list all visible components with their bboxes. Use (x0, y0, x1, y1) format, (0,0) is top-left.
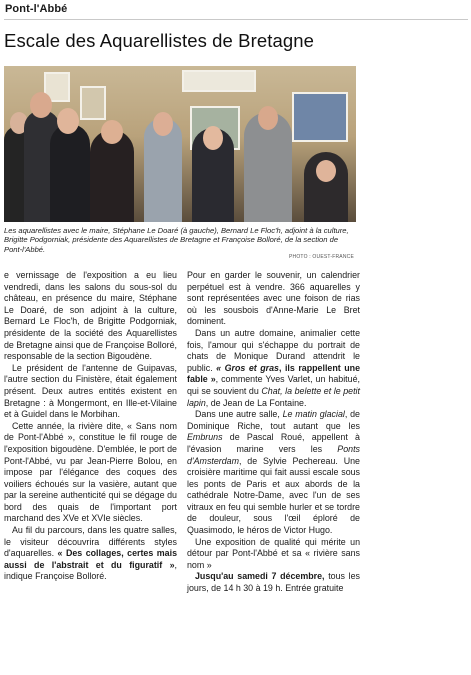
artwork-title: Ponts d'Amsterdam (187, 443, 360, 466)
paragraph (4, 525, 177, 583)
article-column-1 (4, 270, 177, 583)
person-head (203, 126, 223, 150)
text-run: , indique Françoise Bolloré. (4, 559, 177, 582)
text-run: , de Dominique Riche, tout autant que les (187, 409, 360, 431)
paragraph (187, 409, 360, 537)
photo-caption: Les aquarellistes avec le maire, Stéphane Le Doaré (à gauche), Bernard Le Floc'h, adjoint à la culture, Brigitte Podgorniak, présidente des Aquarellistes de Bretagne et Françoise Bolloré, de la section de Pont-l'Abbé. (4, 226, 349, 254)
header-divider (4, 19, 468, 20)
text-run: , de Jean de La Fontaine. (205, 397, 307, 408)
text-run: tous les jours, de 14 h 30 à 19 h. Entrée gratuite (187, 571, 360, 594)
text-run: , commente Yves Varlet, un habitué, qui se souvient du (187, 374, 360, 396)
person-head (101, 120, 123, 144)
photo-credit: PHOTO : OUEST-FRANCE (288, 254, 354, 260)
text-run: , de Sylvie Pechereau. Une croisière maritime qui fait aussi escale sous les ponts de Paris et aux abords de la cathédrale Notre-Dame, avec l'un de ses vitraux en feu qui semble hurler et se tordre de douleur, sous l'œil éploré de Quasimodo, le héros de Victor Hugo. (187, 455, 360, 536)
article-column-2 (187, 270, 360, 595)
person-head (57, 108, 79, 134)
section-label: Pont-l'Abbé (5, 3, 68, 15)
quote-bold-italic: « Gros et gras (216, 362, 279, 373)
paragraph (187, 328, 360, 409)
artwork-title: Chat, la belette et le petit lapin (187, 385, 360, 408)
paragraph: Cette année, la rivière dite, « Sans nom de Pont-l'Abbé », constitue le fil rouge de l'exposition bigoudène. D'emblée, le port de Pont-l'Abbé, vu par Jean-Pierre Bolou, en impose par l'élégance des coques des voiliers échoués sur la vasière, autant que par la sereine authenticité qui se dégage du bord des quais de l'important port marchand des XVe et XVIe siècles. (4, 420, 177, 524)
person-head (316, 160, 336, 182)
painting-frame (182, 70, 256, 92)
article-headline: Escale des Aquarellistes de Bretagne (4, 30, 315, 51)
person (50, 124, 90, 222)
painting-frame (80, 86, 106, 120)
text-run: Dans un autre domaine, animalier cette fois, l'amour qui s'échappe du portrait de chats de Monique Durand attendrit le public. (187, 327, 360, 373)
artwork-title: Embruns (187, 432, 223, 443)
painting-frame (292, 92, 348, 142)
paragraph: Une exposition de qualité qui mérite un détour par Pont-l'Abbé et sa « rivière sans nom » (187, 536, 360, 570)
quote-bold: « Des collages, certes mais aussi de l'abstrait et du figuratif » (4, 548, 178, 570)
quote-bold: , ils rappellent une fable » (187, 362, 361, 385)
text-run: Dans une autre salle, (195, 409, 283, 420)
text-run: Au fil du parcours, dans les quatre salles, le visiteur découvrira différents styles d'aquarelles. (4, 525, 177, 559)
artwork-title: Le matin glacial (282, 409, 345, 420)
person-head (153, 112, 173, 136)
person-head (258, 106, 278, 130)
paragraph: e vernissage de l'exposition a eu lieu vendredi, dans les salons du sous-sol du château, en présence du maire, Stéphane Le Doaré, de son adjoint à la culture, Bernard Le Floc'h, de Brigitte Podgorniak, présidente de la société des Aquarellistes de Bretagne ainsi que de Françoise Bolloré, responsable de la section Bigoudène. (4, 270, 177, 362)
event-dates: Jusqu'au samedi 7 décembre, (195, 571, 325, 582)
paragraph (187, 571, 360, 594)
text-run: de Pascal Roué, appellent à l'évasion marine vers les (187, 432, 360, 454)
group-photo (4, 66, 356, 222)
paragraph: Le président de l'antenne de Guipavas, l'autre section du Finistère, était également présent. Deux autres entités existent en Bretagne : à Mongermont, en Ille-et-Vilaine et à Guidel dans le Morbihan. (4, 362, 177, 420)
paragraph: Pour en garder le souvenir, un calendrier perpétuel est à vendre. 366 aquarelles y sont représentées avec une foison de rias où les sousbois d'Anne-Marie Le Bret dominent. (187, 270, 360, 327)
person-head (30, 92, 52, 118)
